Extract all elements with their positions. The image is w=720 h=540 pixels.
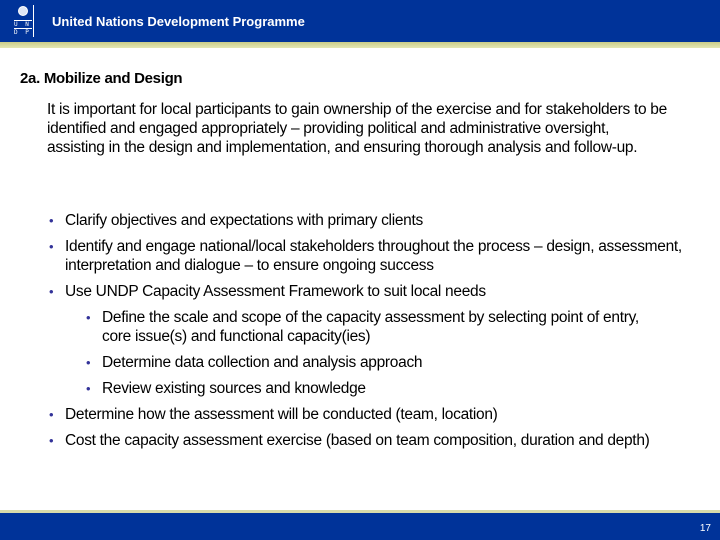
bullet-icon: • [49, 213, 54, 228]
bullet-icon: • [86, 310, 91, 325]
bullet-icon: • [49, 284, 54, 299]
bullet-text: Cost the capacity assessment exercise (based on team composition, duration and depth) [65, 432, 650, 449]
header-stripe [0, 42, 720, 48]
bullet-icon: • [49, 239, 54, 254]
bullet-icon: • [86, 381, 91, 396]
header-bar [0, 0, 720, 42]
bullet-list [47, 211, 687, 457]
bullet-text: Review existing sources and knowledge [102, 380, 366, 397]
bullet-item [47, 237, 687, 275]
page-number: 17 [699, 523, 711, 534]
bullet-item [47, 211, 687, 230]
bullet-item [47, 282, 687, 301]
bullet-icon: • [86, 355, 91, 370]
slide-title: 2a. Mobilize and Design [20, 70, 183, 87]
bullet-text: Use UNDP Capacity Assessment Framework to suit local needs [65, 283, 486, 300]
org-name: United Nations Development Programme [52, 14, 305, 29]
bullet-text: Define the scale and scope of the capacity assessment by selecting point of entry, core issue(s) and functional capacity(ies) [102, 309, 639, 345]
bullet-item [47, 405, 687, 424]
bullet-item [47, 431, 687, 450]
sub-bullet-item [84, 308, 662, 346]
bullet-icon: • [49, 407, 54, 422]
bullet-text: Determine how the assessment will be conducted (team, location) [65, 406, 498, 423]
sub-bullet-item [84, 379, 662, 398]
logo-letters [14, 20, 32, 36]
bullet-text: Identify and engage national/local stakeholders throughout the process – design, assessment, interpretation and dialogue – to ensure ongoing success [65, 238, 682, 274]
sub-bullet-item [84, 353, 662, 372]
logo-letters-top: U N [14, 21, 31, 28]
logo-letters-bottom: D P [14, 29, 31, 36]
un-emblem-icon [18, 6, 28, 16]
footer-bar [0, 513, 720, 540]
bullet-text: Clarify objectives and expectations with primary clients [65, 212, 423, 229]
undp-logo [13, 5, 34, 37]
bullet-icon: • [49, 433, 54, 448]
bullet-text: Determine data collection and analysis approach [102, 354, 423, 371]
intro-paragraph: It is important for local participants to gain ownership of the exercise and for stakeholders to be identified and engaged appropriately – providing political and administrative oversight, assisting in the design and implementation, and ensuring thorough analysis and follow-up. [47, 101, 667, 156]
